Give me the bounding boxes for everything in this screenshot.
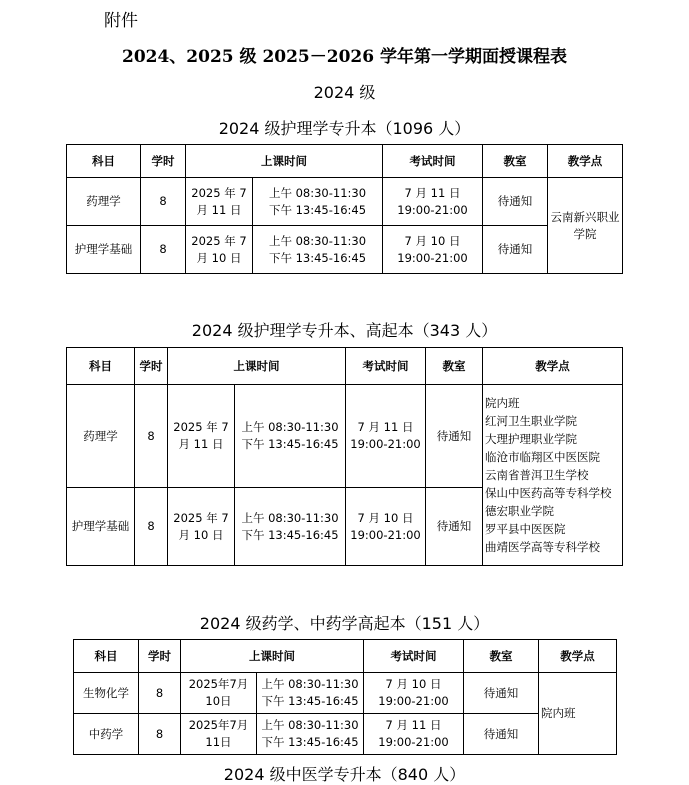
hours-cell: 8 (141, 178, 186, 226)
room-cell: 待通知 (426, 488, 483, 566)
header-site: 教学点 (483, 348, 623, 385)
schedule-table-pharmacy (73, 639, 617, 755)
time-cell: 上午 08:30-11:30 下午 13:45-16:45 (257, 673, 364, 714)
site-cell: 院内班 红河卫生职业学院 大理护理职业学院 临沧市临翔区中医医院 云南省普洱卫生学校 保山中医药高等专科学校 德宏职业学院 罗平县中医医院 曲靖医学高等专科学校 (483, 385, 623, 566)
header-class-time: 上课时间 (186, 145, 383, 178)
header-class-time: 上课时间 (168, 348, 346, 385)
header-hours: 学时 (135, 348, 168, 385)
section-title-nursing-upgrade-highstart: 2024 级护理学专升本、高起本（343 人） (191, 321, 498, 340)
header-hours: 学时 (141, 145, 186, 178)
site-cell: 院内班 (539, 673, 617, 755)
section-title-nursing-upgrade: 2024 级护理学专升本（1096 人） (218, 119, 471, 138)
section-title-pharmacy: 2024 级药学、中药学高起本（151 人） (199, 614, 490, 633)
header-exam-time: 考试时间 (364, 640, 464, 673)
time-cell: 上午 08:30-11:30 下午 13:45-16:45 (257, 714, 364, 755)
subject-cell: 药理学 (67, 178, 141, 226)
date-cell: 2025 年 7 月 10 日 (186, 226, 253, 274)
subject-cell: 护理学基础 (67, 226, 141, 274)
date-cell: 2025 年 7 月 11 日 (186, 178, 253, 226)
header-room: 教室 (464, 640, 539, 673)
hours-cell: 8 (139, 714, 181, 755)
table-row (67, 226, 623, 274)
hours-cell: 8 (141, 226, 186, 274)
header-exam-time: 考试时间 (383, 145, 483, 178)
room-cell: 待通知 (464, 714, 539, 755)
header-site: 教学点 (539, 640, 617, 673)
room-cell: 待通知 (483, 178, 548, 226)
schedule-table-nursing-upgrade (66, 144, 623, 274)
date-cell: 2025 年 7 月 10 日 (168, 488, 235, 566)
schedule-table-nursing-upgrade-highstart (66, 347, 623, 566)
subject-cell: 生物化学 (74, 673, 139, 714)
date-cell: 2025 年 7 月 11 日 (168, 385, 235, 488)
subject-cell: 中药学 (74, 714, 139, 755)
hours-cell: 8 (135, 488, 168, 566)
time-cell: 上午 08:30-11:30 下午 13:45-16:45 (235, 385, 346, 488)
room-cell: 待通知 (483, 226, 548, 274)
header-class-time: 上课时间 (181, 640, 364, 673)
exam-cell: 7 月 10 日 19:00-21:00 (383, 226, 483, 274)
exam-cell: 7 月 10 日 19:00-21:00 (364, 673, 464, 714)
subject-cell: 护理学基础 (67, 488, 135, 566)
hours-cell: 8 (139, 673, 181, 714)
header-hours: 学时 (139, 640, 181, 673)
exam-cell: 7 月 11 日 19:00-21:00 (383, 178, 483, 226)
document-title: 2024、2025 级 2025－2026 学年第一学期面授课程表 (121, 47, 567, 67)
time-cell: 上午 08:30-11:30 下午 13:45-16:45 (253, 178, 383, 226)
time-cell: 上午 08:30-11:30 下午 13:45-16:45 (253, 226, 383, 274)
table-row (74, 714, 617, 755)
header-subject: 科目 (67, 348, 135, 385)
header-site: 教学点 (548, 145, 623, 178)
date-cell: 2025年7月 11日 (181, 714, 257, 755)
header-subject: 科目 (74, 640, 139, 673)
hours-cell: 8 (135, 385, 168, 488)
room-cell: 待通知 (464, 673, 539, 714)
table-row (67, 385, 623, 488)
header-exam-time: 考试时间 (346, 348, 426, 385)
subject-cell: 药理学 (67, 385, 135, 488)
exam-cell: 7 月 11 日 19:00-21:00 (346, 385, 426, 488)
exam-cell: 7 月 11 日 19:00-21:00 (364, 714, 464, 755)
site-cell: 云南新兴职业学院 (548, 178, 623, 274)
attachment-label: 附件 (104, 11, 138, 31)
exam-cell: 7 月 10 日 19:00-21:00 (346, 488, 426, 566)
grade-heading: 2024 级 (313, 83, 376, 102)
date-cell: 2025年7月 10日 (181, 673, 257, 714)
table-row (67, 178, 623, 226)
time-cell: 上午 08:30-11:30 下午 13:45-16:45 (235, 488, 346, 566)
header-subject: 科目 (67, 145, 141, 178)
table-row (74, 673, 617, 714)
header-room: 教室 (483, 145, 548, 178)
room-cell: 待通知 (426, 385, 483, 488)
section-title-tcm: 2024 级中医学专升本（840 人） (223, 765, 466, 784)
header-room: 教室 (426, 348, 483, 385)
